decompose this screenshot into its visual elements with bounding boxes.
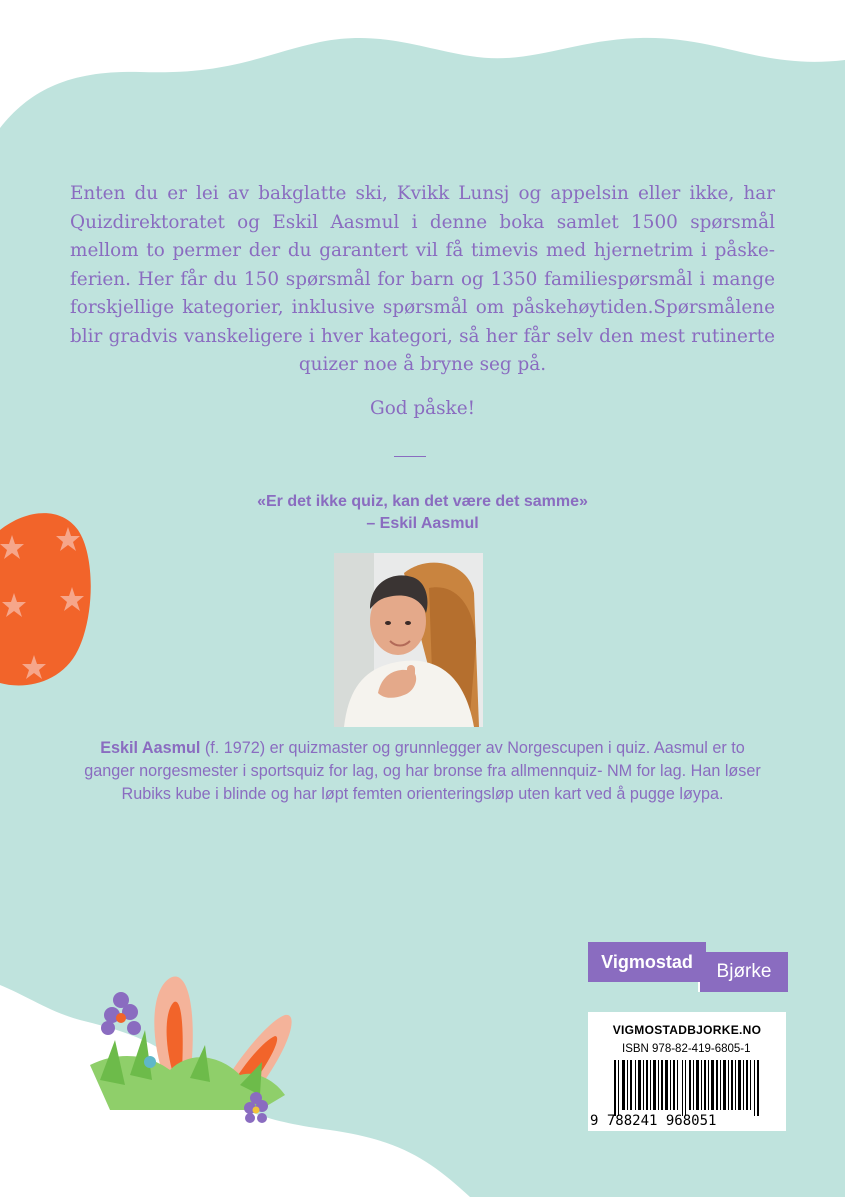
isbn-text: ISBN 978-82-419-6805-1 bbox=[622, 1043, 751, 1055]
author-photo bbox=[334, 553, 483, 727]
author-bio bbox=[80, 737, 765, 807]
publisher-name-part2: Bjørke bbox=[698, 952, 788, 992]
barcode-icon bbox=[614, 1060, 764, 1116]
author-quote bbox=[0, 491, 845, 535]
greeting: God påske! bbox=[370, 398, 475, 419]
publisher-name-part1: Vigmostad bbox=[588, 942, 706, 982]
quote-author: – Eskil Aasmul bbox=[366, 515, 479, 532]
book-description: Enten du er lei av bakglatte ski, Kvikk Lunsj og appelsin eller ikke, har Quizdirektoratet og Eskil Aasmul i denne boka samlet 1500 spørsmål mellom to permer der du garantert vil få timevis med hjernetrim i påske-ferien. Her får du 150 spørsmål for barn og 1350 familiespørsmål i mange forskjellige kategorier, inklusive spørsmål om påskehøytiden.Spørsmålene blir gradvis vanskeligere i hver kategori, så her får selv den mest rutinerte quizer noe å bryne seg på. bbox=[70, 183, 775, 375]
barcode-panel bbox=[588, 1012, 786, 1131]
bunny-ears-icon bbox=[90, 970, 300, 1140]
author-name: Eskil Aasmul bbox=[100, 739, 201, 757]
publisher-website: VIGMOSTADBJORKE.NO bbox=[612, 1023, 762, 1037]
ean-number: 9 788241 968051 bbox=[590, 1113, 717, 1129]
author-bio-text: (f. 1972) er quizmaster og grunnlegger av Norgescupen i quiz. Aasmul er to ganger norgesmester i sportsquiz for lag, og har bronse fra allmennquiz- NM for lag. Han løser Rubiks kube i blinde og har løpt femten orienteringsløp uten kart ved å pugge løypa. bbox=[84, 739, 761, 804]
quote-text: «Er det ikke quiz, kan det være det samme» bbox=[257, 493, 588, 510]
divider bbox=[394, 456, 426, 457]
publisher-logo bbox=[588, 942, 788, 998]
